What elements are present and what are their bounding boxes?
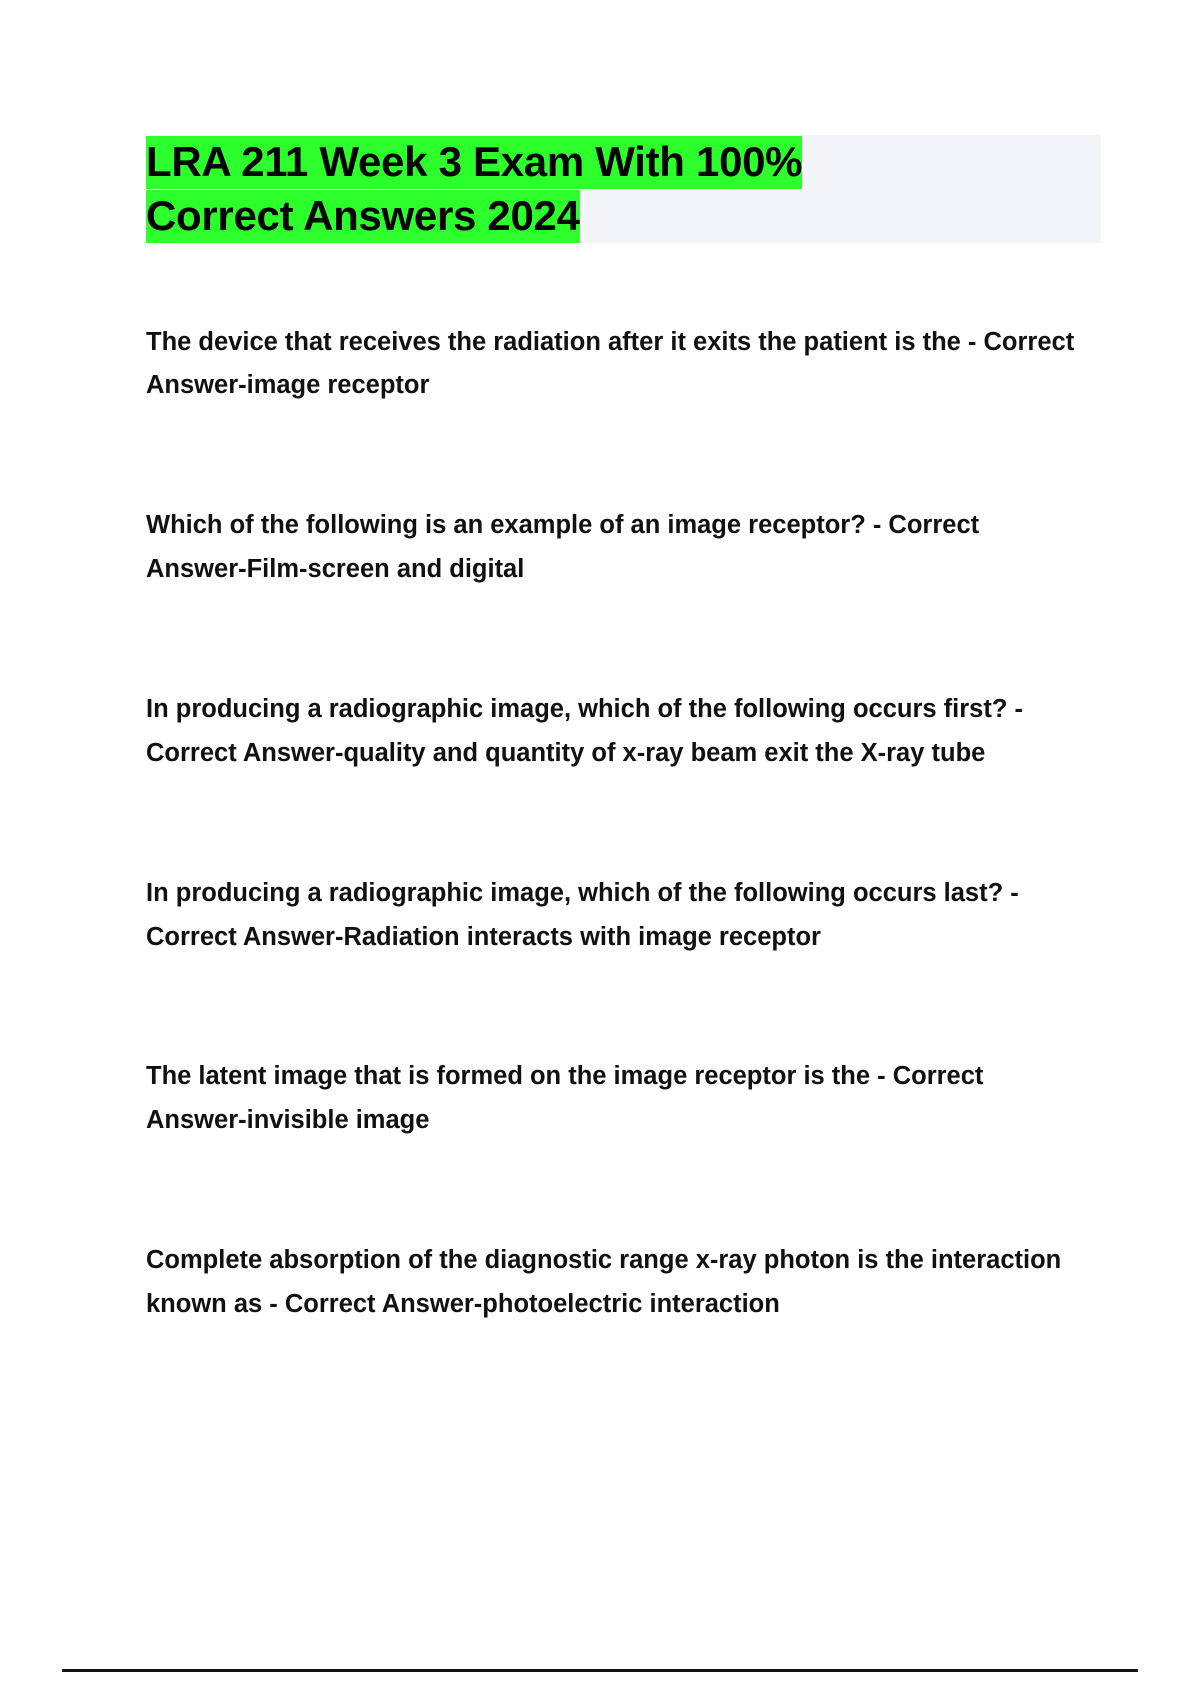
block-gap-4 — [146, 959, 1086, 1055]
qa-block-6: Complete absorption of the diagnostic range x-ray photon is the interaction known as - Correct Answer-photoelectric interaction — [146, 1246, 1062, 1318]
block-gap-3 — [146, 776, 1086, 872]
qa-block-1: The device that receives the radiation after it exits the patient is the - Correct Answer-image receptor — [146, 327, 1075, 400]
page-title — [146, 135, 1101, 243]
page-title-line-2: Correct Answers 2024 — [146, 190, 580, 243]
qa-block-4: In producing a radiographic image, which of the following occurs last? - Correct Answer-Radiation interacts with image receptor — [146, 878, 1019, 951]
qa-block-2: Which of the following is an example of an image receptor? - Correct Answer-Film-screen and digital — [146, 511, 980, 584]
page-title-line-1: LRA 211 Week 3 Exam With 100% — [146, 136, 802, 189]
title-spacer — [146, 243, 1086, 321]
qa-block-5: The latent image that is formed on the image receptor is the - Correct Answer-invisible image — [146, 1062, 984, 1135]
footer-divider — [62, 1669, 1138, 1672]
block-gap-5 — [146, 1143, 1086, 1239]
block-gap-1 — [146, 408, 1086, 504]
block-gap-2 — [146, 592, 1086, 688]
qa-block-3: In producing a radiographic image, which of the following occurs first? - Correct Answer-quality and quantity of x-ray beam exit the X-ray tube — [146, 694, 1023, 767]
document-content — [146, 135, 1086, 1327]
